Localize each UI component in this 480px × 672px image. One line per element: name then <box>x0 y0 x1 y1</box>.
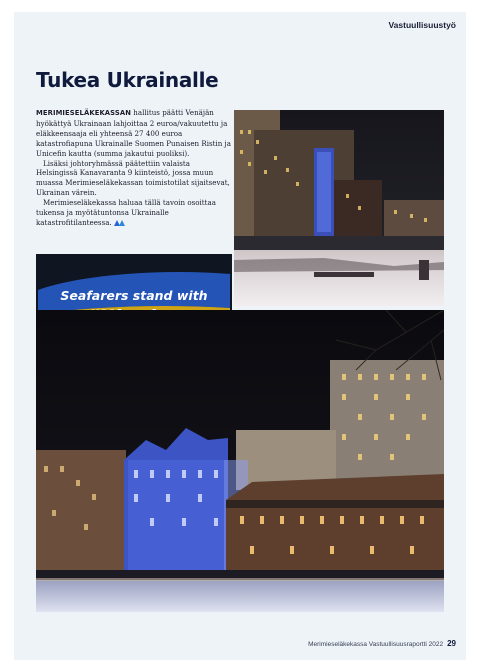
lead-word: MERIMIESELÄKEKASSAN <box>36 109 132 117</box>
paragraph-1-text: hallitus päätti Venäjän hyökättyä Ukrainaan lahjoittaa 2 euroa/vakuutettu ja eläkkeensaaja eli yhteensä 27 400 euroa katastrofiapuna Ukrainalle Suomen Punaisen Ristin ja Unicefin kautta (summa jakautui puoliksi). <box>36 108 231 158</box>
photo-kanavaranta-night <box>36 310 444 612</box>
page-footer <box>308 639 456 648</box>
banner-line-1: Seafarers stand with <box>60 288 208 303</box>
article-body <box>36 108 232 228</box>
page-number: 29 <box>447 639 456 648</box>
footer-publication: Merimieseläkekassa Vastuullisuusraportti 2022 <box>308 641 444 648</box>
brand-logo-icon <box>114 220 126 226</box>
paragraph-2: Lisäksi johtoryhmässä päätettiin valaista Helsingissä Kanavaranta 9 kiinteistö, jossa muun muassa Merimieseläkekassan toimistotilat sijaitsevat, Ukrainan värein. <box>36 158 230 198</box>
report-page <box>14 12 466 660</box>
paragraph-3 <box>36 198 232 228</box>
paragraph-3-text: Merimieseläkekassa haluaa tällä tavoin osoittaa tukensa ja myötätuntonsa Ukrainalle katastrofitilanteessa. <box>36 198 216 227</box>
photo-building-waterfront <box>234 110 444 306</box>
article-title: Tukea Ukrainalle <box>36 68 219 92</box>
section-label: Vastuullisuustyö <box>388 20 456 30</box>
paragraph-1 <box>36 108 232 159</box>
